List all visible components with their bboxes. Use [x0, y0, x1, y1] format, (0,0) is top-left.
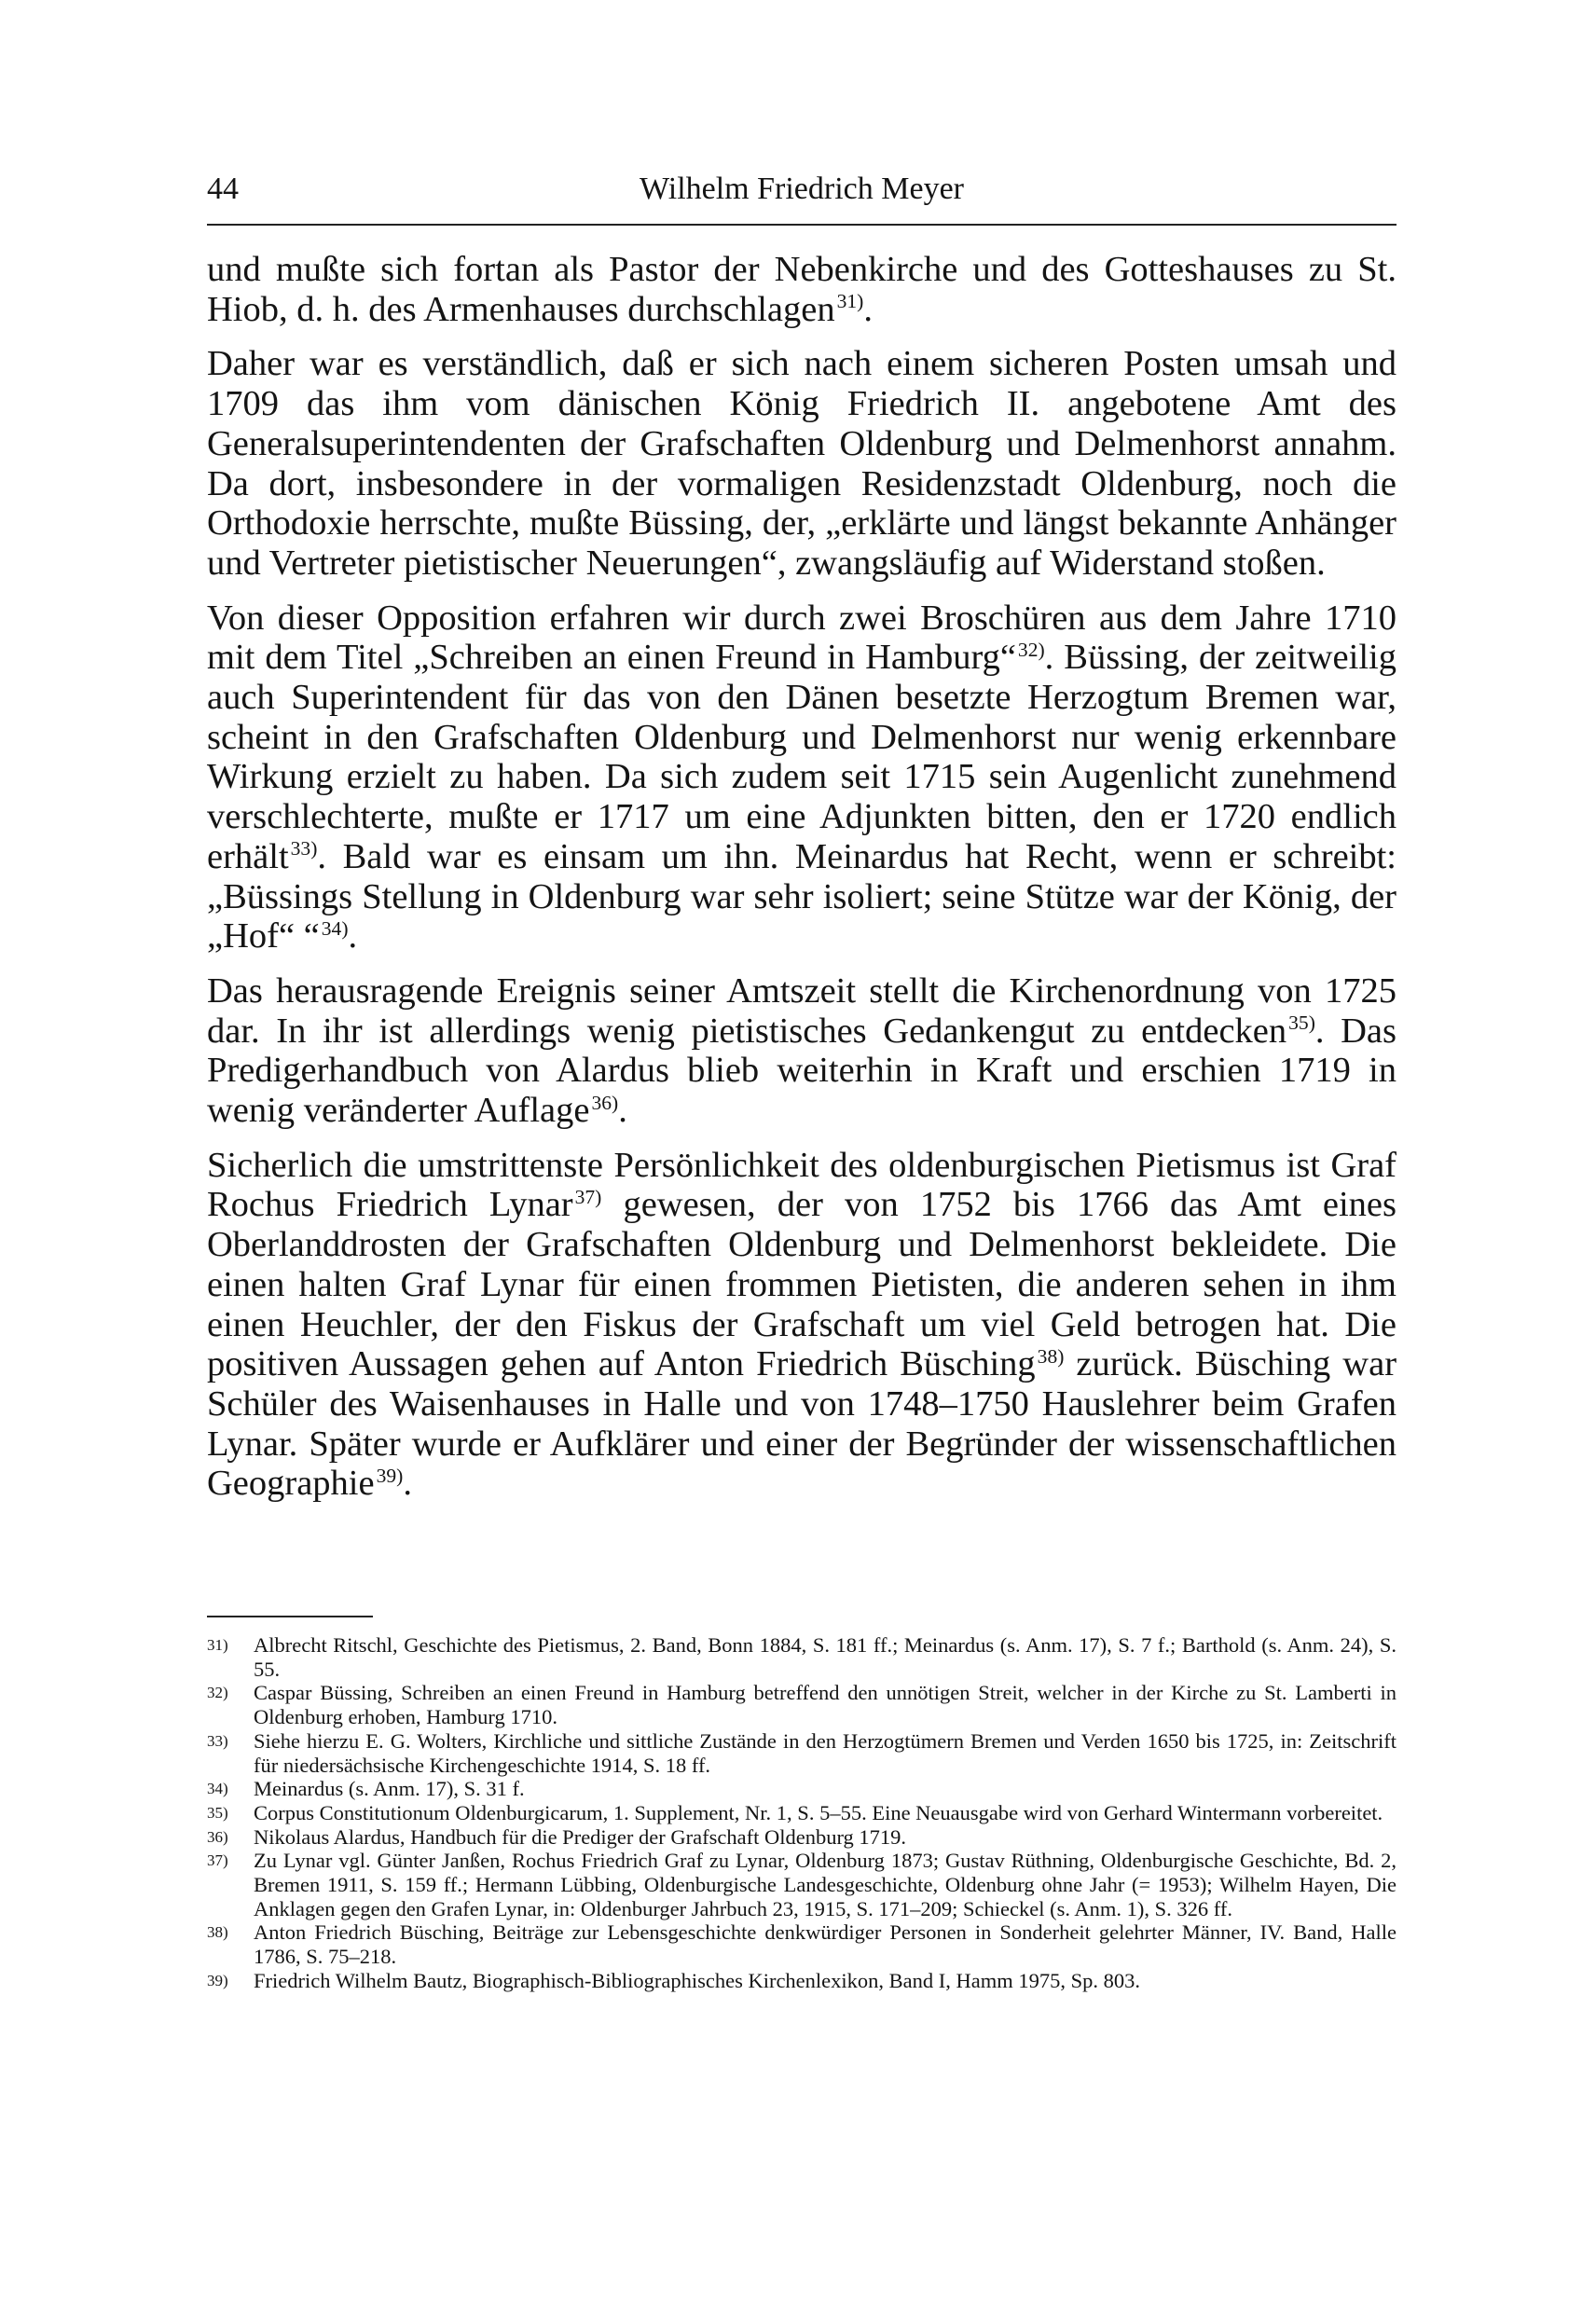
- footnotes: [207, 1633, 1396, 1993]
- footnote-text: Anton Friedrich Büsching, Beiträge zur Lebensgeschichte denkwürdiger Personen in Sonderheit gelehrter Männer, IV. Band, Halle 1786, S. 75–218.: [254, 1920, 1396, 1969]
- paragraph-text: Daher war es verständlich, daß er sich nach einem sicheren Posten umsah und 1709 das ihm vom dänischen König Friedrich II. angebotene Amt des Generalsuperintendenten der Grafschaften Oldenburg und Delmenhorst annahm. Da dort, insbesondere in der vormaligen Residenzstadt Oldenburg, noch die Orthodoxie herrschte, mußte Büssing, der, „erklärte und längst bekannte Anhänger und Vertreter pietistischer Neuerungen“, zwangsläufig auf Widerstand stoßen.: [207, 344, 1396, 583]
- header-rule: [207, 224, 1396, 226]
- footnote-reference[interactable]: 39): [376, 1465, 404, 1488]
- body-paragraph: [207, 599, 1396, 956]
- footnote-marker: 31): [207, 1636, 228, 1654]
- footnote-marker: 36): [207, 1827, 228, 1846]
- paragraph-text: .: [403, 1464, 412, 1504]
- body-paragraph: [207, 250, 1396, 329]
- paragraph-text: zurück. Büsching war Schüler des Waisenhauses in Halle und von 1748–1750 Hauslehrer beim Grafen Lynar. Später wurde er Aufklärer und einer der Begründer der wissenschaftlichen Geographie: [207, 1344, 1397, 1504]
- body-text: [207, 250, 1396, 1519]
- footnote-reference[interactable]: 38): [1037, 1344, 1065, 1368]
- footnote: [207, 1969, 1396, 1993]
- footnote: [207, 1825, 1396, 1850]
- footnote-marker: 37): [207, 1851, 228, 1870]
- footnote-reference[interactable]: 32): [1017, 638, 1045, 661]
- footnote-marker: 39): [207, 1971, 228, 1989]
- footnote-text: Friedrich Wilhelm Bautz, Biographisch-Bibliographisches Kirchenlexikon, Band I, Hamm 1975, Sp. 803.: [254, 1968, 1141, 1992]
- footnote-text: Meinardus (s. Anm. 17), S. 31 f.: [254, 1777, 525, 1801]
- page-number: 44: [207, 172, 239, 206]
- footnote-marker: 38): [207, 1923, 228, 1942]
- footnote: [207, 1633, 1396, 1681]
- paragraph-text: . Das Predigerhandbuch von Alardus blieb weiterhin in Kraft und erschien 1719 in wenig veränderter Auflage: [207, 1011, 1396, 1131]
- paragraph-text: .: [863, 289, 873, 329]
- footnote-rule: [207, 1616, 373, 1617]
- paragraph-text: .: [618, 1091, 627, 1131]
- paragraph-text: Von dieser Opposition erfahren wir durch zwei Broschüren aus dem Jahre 1710 mit dem Titel „Schreiben an einen Freund in Hamburg“: [207, 598, 1396, 678]
- paragraph-text: Sicherlich die umstrittenste Persönlichkeit des oldenburgischen Pietismus ist Graf Rochus Friedrich Lynar: [207, 1145, 1396, 1225]
- footnote-text: Caspar Büssing, Schreiben an einen Freund in Hamburg betreffend den unnötigen Streit, welcher in der Kirche zu St. Lamberti in Oldenburg erhoben, Hamburg 1710.: [254, 1681, 1396, 1729]
- paragraph-text: Das herausragende Ereignis seiner Amtszeit stellt die Kirchenordnung von 1725 dar. In ihr ist allerdings wenig pietistisches Gedankengut zu entdecken: [207, 970, 1396, 1051]
- footnote-marker: 32): [207, 1684, 228, 1702]
- footnote-text: Albrecht Ritschl, Geschichte des Pietismus, 2. Band, Bonn 1884, S. 181 ff.; Meinardus (s. Anm. 17), S. 7 f.; Barthold (s. Anm. 24), S. 55.: [254, 1633, 1396, 1681]
- footnote-marker: 33): [207, 1731, 228, 1750]
- footnote-reference[interactable]: 34): [321, 916, 349, 940]
- body-paragraph: [207, 344, 1396, 583]
- footnote-marker: 34): [207, 1780, 228, 1798]
- footnote-reference[interactable]: 36): [591, 1091, 619, 1114]
- footnote-reference[interactable]: 35): [1288, 1012, 1315, 1035]
- footnote: [207, 1849, 1396, 1920]
- running-title: Wilhelm Friedrich Meyer: [640, 172, 964, 206]
- footnote: [207, 1920, 1396, 1968]
- footnote-reference[interactable]: 37): [574, 1186, 602, 1209]
- footnote: [207, 1729, 1396, 1777]
- body-paragraph: [207, 1146, 1396, 1504]
- footnote-reference[interactable]: 33): [290, 837, 318, 860]
- footnote-text: Siehe hierzu E. G. Wolters, Kirchliche und sittliche Zustände in den Herzogtümern Bremen und Verden 1650 bis 1725, in: Zeitschrift für niedersächsische Kirchengeschichte 1914, S. 18 ff.: [254, 1728, 1396, 1777]
- running-head: [207, 166, 1396, 213]
- paragraph-text: gewesen, der von 1752 bis 1766 das Amt eines Oberlanddrosten der Grafschaften Oldenburg und Delmenhorst bekleidete. Die einen halten Graf Lynar für einen frommen Pietisten, die anderen sehen in ihm einen Heuchler, der den Fiskus der Grafschaft um viel Geld betrogen hat. Die positiven Aussagen gehen auf Anton Friedrich Büsching: [207, 1185, 1396, 1384]
- paragraph-text: . Bald war es einsam um ihn. Meinardus hat Recht, wenn er schreibt: „Büssings Stellung in Oldenburg war sehr isoliert; seine Stütze war der König, der „Hof“ “: [207, 836, 1396, 956]
- footnote-text: Nikolaus Alardus, Handbuch für die Prediger der Grafschaft Oldenburg 1719.: [254, 1824, 907, 1849]
- footnote: [207, 1681, 1396, 1728]
- footnote: [207, 1777, 1396, 1801]
- paragraph-text: und mußte sich fortan als Pastor der Nebenkirche und des Gotteshauses zu St. Hiob, d. h. des Armenhauses durchschlagen: [207, 250, 1396, 329]
- body-paragraph: [207, 971, 1396, 1131]
- footnote-marker: 35): [207, 1803, 228, 1822]
- paragraph-text: .: [348, 916, 358, 956]
- footnote-text: Zu Lynar vgl. Günter Janßen, Rochus Friedrich Graf zu Lynar, Oldenburg 1873; Gustav Rüthning, Oldenburgische Geschichte, Bd. 2, Bremen 1911, S. 159 ff.; Hermann Lübbing, Oldenburgische Landesgeschichte, Oldenburg ohne Jahr (= 1953); Wilhelm Hayen, Die Anklagen gegen den Grafen Lynar, in: Oldenburger Jahrbuch 23, 1915, S. 171–209; Schieckel (s. Anm. 1), S. 326 ff.: [254, 1849, 1396, 1920]
- footnote-text: Corpus Constitutionum Oldenburgicarum, 1. Supplement, Nr. 1, S. 5–55. Eine Neuausgabe wird von Gerhard Wintermann vorbereitet.: [254, 1800, 1383, 1824]
- footnote-reference[interactable]: 31): [836, 290, 864, 313]
- footnote: [207, 1801, 1396, 1825]
- paragraph-text: . Büssing, der zeitweilig auch Superintendent für das von den Dänen besetzte Herzogtum Bremen war, scheint in den Grafschaften Oldenburg und Delmenhorst nur wenig erkennbare Wirkung erzielt zu haben. Da sich zudem seit 1715 sein Augenlicht zunehmend verschlechterte, mußte er 1717 um eine Adjunkten bitten, den er 1720 endlich erhält: [207, 638, 1396, 876]
